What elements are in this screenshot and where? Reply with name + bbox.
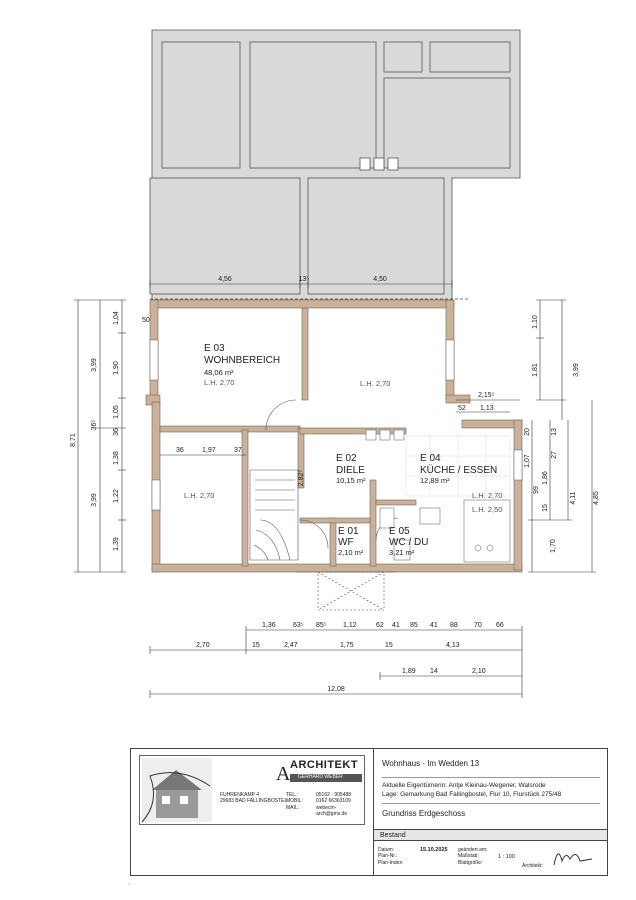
dim-row3-0: 1,89 bbox=[402, 668, 416, 675]
dim-total: 12,08 bbox=[327, 686, 345, 693]
dim-right-15: 15 bbox=[542, 504, 549, 512]
dim-right-107: 1,07 bbox=[524, 454, 531, 468]
dim-top-135: 13⁵ bbox=[298, 276, 310, 283]
contact-values bbox=[316, 792, 364, 817]
meta-labels-2 bbox=[458, 847, 487, 866]
room-e05-id: E 05 bbox=[389, 526, 410, 537]
dim-left-104: 1,04 bbox=[113, 311, 120, 325]
dim-row2-0: 2,70 bbox=[196, 642, 210, 649]
owner-line: Aktuelle Eigentümerin: Antje Kleinau-Wegener, Walsrode bbox=[382, 782, 546, 789]
room-e04-area: 12,89 m² bbox=[420, 476, 450, 485]
dim-row1-10: 66 bbox=[496, 622, 504, 629]
dim-left-138: 1,38 bbox=[113, 451, 120, 465]
dim-row1-9: 70 bbox=[474, 622, 482, 629]
room-e02-name: DIELE bbox=[336, 465, 365, 476]
brand-subtitle: GERHARD WEBER bbox=[298, 774, 343, 780]
divider bbox=[382, 803, 600, 804]
mobil-value: 0162 66363109 bbox=[316, 798, 351, 805]
address-line-1: FUHRENKAMP 4 bbox=[220, 792, 260, 798]
project-title: Wohnhaus - Im Wedden 13 bbox=[382, 759, 480, 768]
dim-row1-0: 1,36 bbox=[262, 622, 276, 629]
dim-row3-1: 14 bbox=[430, 668, 438, 675]
dim-diele-282: 2,82⁵ bbox=[298, 469, 305, 487]
upper-annex bbox=[150, 30, 520, 300]
dim-right-485: 4,85 bbox=[593, 491, 600, 505]
room-e04-lh1: L.H. 2,70 bbox=[472, 491, 503, 500]
dim-left-105: 1,05 bbox=[113, 405, 120, 419]
mail-label: MAIL: bbox=[286, 804, 300, 811]
dim-corner-50: 50 bbox=[142, 317, 150, 324]
dim-right-52: 52 bbox=[458, 405, 466, 412]
dim-left-871: 8,71 bbox=[70, 433, 77, 447]
dim-row-2 bbox=[196, 642, 460, 649]
plan-title: Grundriss Erdgeschoss bbox=[382, 809, 466, 818]
dim-row1-6: 85 bbox=[410, 622, 418, 629]
address-line-2: 29683 BAD FALLINGBOSTEL bbox=[220, 798, 288, 805]
dim-row2-4: 15 bbox=[385, 642, 393, 649]
room-e01-name: WF bbox=[338, 537, 354, 548]
dim-row1-7: 41 bbox=[430, 622, 438, 629]
dim-top-450: 4,50 bbox=[373, 276, 387, 283]
dim-row2-5: 4,13 bbox=[446, 642, 460, 649]
dim-row1-3: 1,12 bbox=[343, 622, 357, 629]
divider bbox=[382, 777, 600, 778]
tel-value: 05162 - 905488 bbox=[316, 792, 352, 798]
address-block bbox=[220, 792, 287, 805]
dim-right-113: 1,13 bbox=[480, 405, 494, 412]
datum-value: 15.10.2025 bbox=[420, 847, 448, 853]
mail-value: webecm-arch@gmx.de bbox=[316, 804, 348, 817]
staircase bbox=[250, 470, 298, 560]
title-block bbox=[130, 748, 608, 876]
brand-title: ARCHITEKT bbox=[290, 759, 359, 771]
dim-row1-5: 41 bbox=[392, 622, 400, 629]
brand-a-letter: A bbox=[276, 763, 291, 785]
tel-label: TEL.: bbox=[286, 792, 298, 798]
dim-left-36: 36 bbox=[113, 428, 120, 436]
plan-index-label: Plan-Index: bbox=[378, 859, 404, 866]
dim-left-190: 1,90 bbox=[113, 361, 120, 375]
datum-label: Datum: bbox=[378, 847, 395, 853]
contact-labels bbox=[286, 792, 303, 811]
dim-row1-2: 85⁵ bbox=[316, 622, 327, 629]
dim-right-99: 99 bbox=[533, 486, 540, 494]
dim-right-2155: 2,15⁵ bbox=[478, 392, 495, 399]
dim-right-13: 13 bbox=[551, 428, 558, 436]
chimney-boxes bbox=[366, 430, 404, 440]
massstab-value: 1 : 100 bbox=[498, 854, 515, 860]
room-e01-id: E 01 bbox=[338, 526, 359, 537]
title-block-left bbox=[131, 749, 374, 875]
geaendert-label: geändert am: bbox=[458, 847, 488, 853]
dim-inner-36: 36 bbox=[176, 447, 184, 454]
dim-right-181: 1,81 bbox=[532, 363, 539, 377]
dim-row2-1: 15 bbox=[252, 642, 260, 649]
dim-row-1 bbox=[262, 622, 504, 629]
dim-row-3 bbox=[402, 668, 486, 675]
room-e04-name: KÜCHE / ESSEN bbox=[420, 465, 498, 476]
architect-logo bbox=[139, 755, 365, 825]
room-e03-area: 48,06 m² bbox=[204, 368, 234, 377]
dim-row1-4: 62 bbox=[376, 622, 384, 629]
room-left-lh: L.H. 2,70 bbox=[184, 491, 215, 500]
room-e05-name: WC / DU bbox=[389, 537, 429, 548]
location-line: Lage: Gemarkung Bad Fallingbostel, Flur 10, Flurstück 275/48 bbox=[382, 791, 562, 798]
status-bar: Bestand bbox=[374, 829, 607, 841]
architekt-label: Architekt: bbox=[522, 863, 543, 869]
dim-row1-1: 63⁵ bbox=[293, 622, 304, 629]
dim-left-122: 1,22 bbox=[113, 489, 120, 503]
room-e03-id: E 03 bbox=[204, 343, 225, 354]
dim-row3-2: 2,10 bbox=[472, 668, 486, 675]
massstab-label: Maßstab: bbox=[458, 853, 479, 860]
dim-right-170: 1,70 bbox=[550, 539, 557, 553]
dim-right-20: 20 bbox=[524, 428, 531, 436]
dim-right-110: 1,10 bbox=[532, 315, 539, 329]
dim-right-411: 4,11 bbox=[570, 491, 577, 505]
dim-row2-3: 1,75 bbox=[340, 642, 354, 649]
dim-right-27: 27 bbox=[551, 451, 558, 459]
dim-left-399b: 3,99 bbox=[91, 493, 98, 507]
entrance-porch bbox=[318, 572, 384, 610]
title-block-right bbox=[374, 749, 607, 875]
room-e05-area: 3,21 m² bbox=[389, 548, 415, 557]
room-e02-id: E 02 bbox=[336, 453, 357, 464]
mobil-label: MOBIL: bbox=[286, 798, 303, 805]
dim-row1-8: 88 bbox=[450, 622, 458, 629]
dim-left-365: 36⁵ bbox=[91, 419, 98, 431]
corner-mark: · bbox=[128, 881, 131, 888]
meta-labels-1 bbox=[378, 847, 403, 866]
dim-inner-37: 37 bbox=[234, 447, 242, 454]
room-e03-name: WOHNBEREICH bbox=[204, 355, 281, 366]
blatt-label: Blattgröße: bbox=[458, 859, 483, 866]
room-e02-area: 10,15 m² bbox=[336, 476, 366, 485]
dim-top-456: 4,56 bbox=[218, 276, 232, 283]
dim-row2-2: 2,47 bbox=[284, 642, 298, 649]
signature bbox=[546, 841, 596, 871]
room-e04-lh2: L.H. 2,50 bbox=[472, 505, 503, 514]
dim-left-399a: 3,99 bbox=[91, 358, 98, 372]
room-e01-area: 2,10 m² bbox=[338, 548, 364, 557]
plan-nr-label: Plan-Nr.: bbox=[378, 853, 398, 860]
room-e03-lh: L.H. 2,70 bbox=[204, 378, 235, 387]
dim-left-139: 1,39 bbox=[113, 537, 120, 551]
room-right-lh: L.H. 2,70 bbox=[360, 379, 391, 388]
dim-inner-197: 1,97 bbox=[202, 447, 216, 454]
dim-right-186: 1,86 bbox=[542, 471, 549, 485]
room-e04-id: E 04 bbox=[420, 453, 441, 464]
dim-right-399: 3,99 bbox=[573, 363, 580, 377]
